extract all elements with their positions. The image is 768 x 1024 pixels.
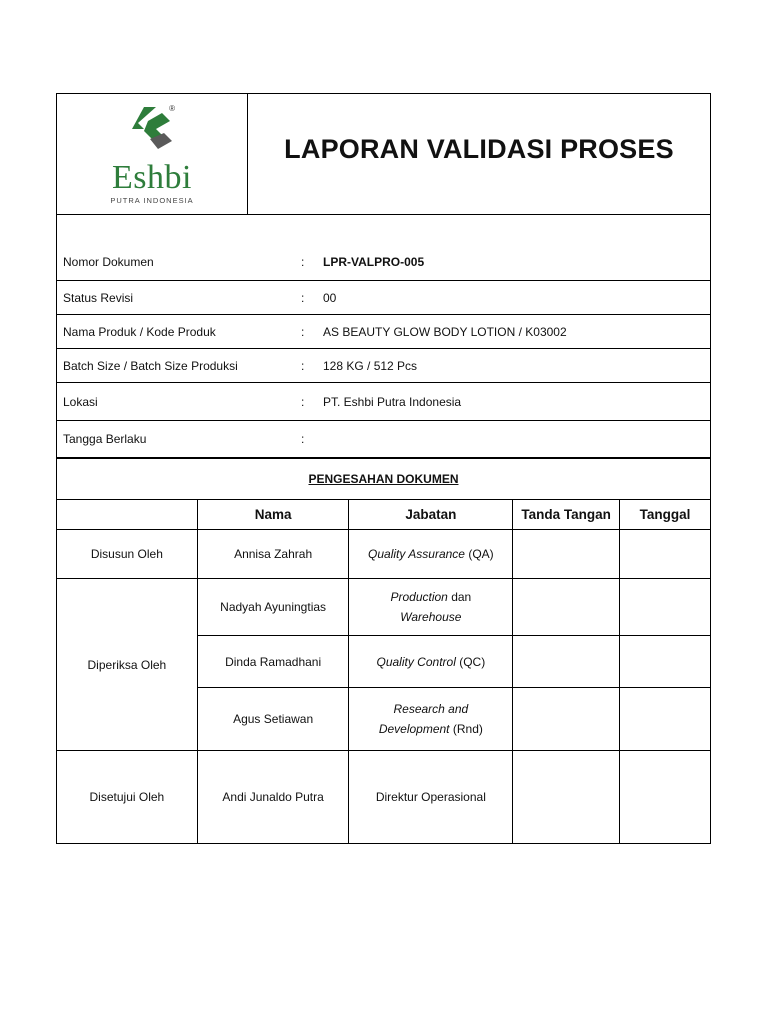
jabatan-italic-2: Development (378, 722, 450, 736)
empty-header-cell (57, 500, 198, 530)
jabatan-cell: Direktur Operasional (349, 751, 513, 844)
date-cell (620, 579, 711, 636)
document (56, 93, 711, 844)
signature-cell (513, 688, 620, 751)
column-header-nama: Nama (197, 500, 349, 530)
registered-mark: ® (169, 104, 175, 113)
info-label: Batch Size / Batch Size Produksi (63, 358, 238, 373)
approval-table (56, 458, 711, 844)
info-row-status (57, 281, 710, 315)
info-row-lokasi (57, 383, 710, 421)
jabatan-suffix: (QC) (455, 654, 486, 669)
table-row (57, 751, 711, 844)
brand-name: Eshbi (112, 159, 192, 196)
jabatan-suffix: (QA) (464, 547, 494, 561)
info-label: Lokasi (63, 394, 98, 409)
title-cell (248, 94, 710, 214)
info-row-nomor (57, 243, 710, 281)
document-title: LAPORAN VALIDASI PROSES (284, 133, 674, 164)
jabatan-italic: Production (390, 590, 448, 604)
signature-cell (513, 579, 620, 636)
date-cell (620, 688, 711, 751)
info-colon: : (301, 324, 305, 339)
document-info (56, 215, 711, 458)
date-cell (620, 636, 711, 688)
jabatan-cell (349, 636, 513, 688)
info-value: PT. Eshbi Putra Indonesia (323, 394, 462, 409)
table-row (57, 579, 711, 636)
nama-cell: Annisa Zahrah (197, 530, 349, 579)
group-disusun: Disusun Oleh (57, 530, 198, 579)
info-label: Nomor Dokumen (63, 254, 154, 269)
document-header (56, 93, 711, 215)
info-colon: : (301, 290, 305, 305)
jabatan-cell (349, 688, 513, 751)
date-cell (620, 751, 711, 844)
column-header-jabatan: Jabatan (349, 500, 513, 530)
company-logo (57, 94, 248, 214)
jabatan-italic: Quality Control (376, 654, 456, 669)
group-diperiksa: Diperiksa Oleh (57, 579, 198, 751)
signature-cell (513, 751, 620, 844)
info-value: LPR-VALPRO-005 (323, 254, 425, 269)
jabatan-middle: dan (447, 590, 472, 604)
info-value: AS BEAUTY GLOW BODY LOTION / K03002 (323, 324, 567, 339)
signature-cell (513, 636, 620, 688)
info-label: Nama Produk / Kode Produk (63, 324, 216, 339)
info-colon: : (301, 394, 305, 409)
nama-cell: Nadyah Ayuningtias (197, 579, 349, 636)
group-disetujui: Disetujui Oleh (57, 751, 198, 844)
column-header-tanggal: Tanggal (620, 500, 711, 530)
logo-mark-icon (130, 105, 174, 159)
info-row-batch (57, 349, 710, 383)
info-colon: : (301, 254, 305, 269)
jabatan-cell (349, 579, 513, 636)
nama-cell: Agus Setiawan (197, 688, 349, 751)
jabatan-italic: Quality Assurance (368, 547, 465, 561)
jabatan-suffix: (Rnd) (449, 722, 483, 736)
info-label: Tangga Berlaku (63, 432, 147, 446)
nama-cell: Andi Junaldo Putra (197, 751, 349, 844)
jabatan-italic-2: Warehouse (400, 610, 462, 624)
info-value: 00 (323, 290, 337, 305)
approval-caption-row (57, 459, 711, 500)
column-header-tanda-tangan: Tanda Tangan (513, 500, 620, 530)
jabatan-italic: Research and (393, 702, 469, 716)
info-label: Status Revisi (63, 290, 134, 305)
signature-cell (513, 530, 620, 579)
jabatan-cell (349, 530, 513, 579)
table-row (57, 530, 711, 579)
date-cell (620, 530, 711, 579)
info-row-produk (57, 315, 710, 349)
info-row-berlaku (57, 421, 710, 457)
approval-header-row (57, 500, 711, 530)
approval-caption: PENGESAHAN DOKUMEN (57, 459, 711, 500)
brand-subtitle: PUTRA INDONESIA (110, 196, 194, 205)
info-value: 128 KG / 512 Pcs (323, 358, 418, 373)
info-colon: : (301, 358, 305, 373)
info-colon: : (301, 432, 305, 446)
nama-cell: Dinda Ramadhani (197, 636, 349, 688)
